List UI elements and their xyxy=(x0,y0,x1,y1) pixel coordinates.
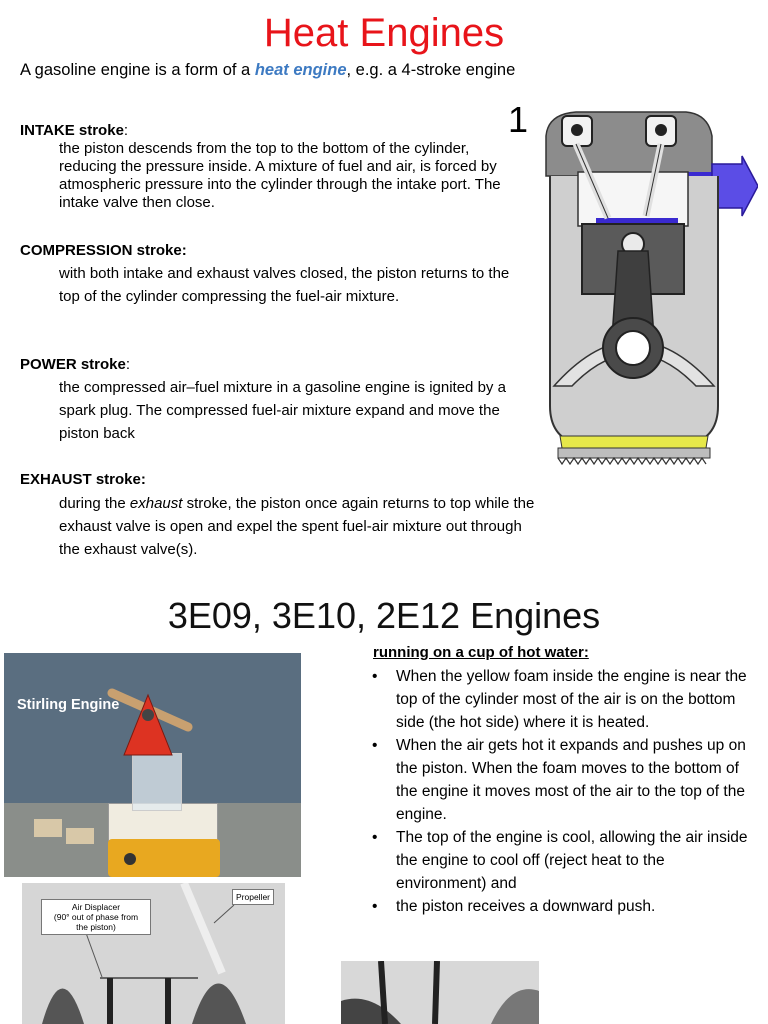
compression-stroke-name: COMPRESSION stroke: xyxy=(20,242,187,259)
bullet-glyph: • xyxy=(372,829,378,846)
exhaust-stroke-body xyxy=(59,492,539,561)
power-stroke-name: POWER stroke xyxy=(20,356,126,373)
power-stroke-body: the compressed air–fuel mixture in a gasoline engine is ignited by a spark plug. The compressed fuel-air mixture expand and move the piston back xyxy=(59,379,506,442)
intake-stroke-heading xyxy=(20,121,128,141)
power-stroke-colon: : xyxy=(125,356,131,373)
closeup-post-2 xyxy=(435,961,437,1024)
section-title: 3E09, 3E10, 2E12 Engines xyxy=(167,595,601,636)
power-cord-plug xyxy=(34,819,62,837)
bullet-text: When the air gets hot it expands and pushes up on the piston. When the foam moves to the bottom of the engine it moves most of the air to the top of the engine. xyxy=(396,737,746,823)
page-title: Heat Engines xyxy=(263,11,505,55)
air-displacer-line1: Air Displacer xyxy=(71,902,121,912)
air-displacer-line2: (90° out of phase from xyxy=(53,912,139,922)
intake-stroke-body: the piston descends from the top to the bottom of the cylinder, reducing the pressure inside. A mixture of fuel and air, is forced by atmospheric pressure into the cylinder through the intake port. The intake valve then close. xyxy=(59,140,501,211)
bullet-glyph: • xyxy=(372,898,378,915)
closeup-post-1 xyxy=(381,961,385,1024)
bullet-item xyxy=(372,826,752,895)
intake-stroke-colon: : xyxy=(123,122,129,139)
exhaust-stroke-name: EXHAUST stroke: xyxy=(20,471,146,488)
running-heading: running on a cup of hot water: xyxy=(373,644,589,661)
bullet-item xyxy=(372,895,752,918)
exhaust-stroke-heading xyxy=(20,470,146,490)
intake-stroke-name: INTAKE stroke xyxy=(20,122,124,139)
oil-pan xyxy=(558,448,710,458)
intro-text-before: A gasoline engine is a form of a xyxy=(20,61,255,79)
engine-detail-photo xyxy=(22,883,285,1024)
cam-left-center xyxy=(571,124,583,136)
power-stroke-heading xyxy=(20,355,130,375)
pan-fins xyxy=(558,458,706,464)
bullet-text: When the yellow foam inside the engine is near the top of the cylinder most of the air is on the bottom side (the hot side) where it is heated. xyxy=(396,668,747,731)
intro-highlight: heat engine xyxy=(254,61,347,79)
intro-text-after: , e.g. a 4-stroke engine xyxy=(346,61,516,79)
engine-model-shape xyxy=(100,681,196,761)
stirling-engine-label: Stirling Engine xyxy=(17,697,120,713)
intro-paragraph xyxy=(20,60,540,80)
exhaust-body-before: during the xyxy=(59,495,130,512)
cam-right-center xyxy=(655,124,667,136)
power-cord-plug-2 xyxy=(66,828,94,844)
stirling-engine-photo xyxy=(4,653,301,877)
engine-closeup-photo xyxy=(341,961,539,1024)
water-beaker xyxy=(132,753,182,811)
compression-stroke-heading xyxy=(20,241,187,261)
bullet-glyph: • xyxy=(372,737,378,754)
propeller-callout: Propeller xyxy=(232,889,274,905)
air-displacer-callout xyxy=(41,899,151,935)
bullet-text: The top of the engine is cool, allowing the air inside the engine to cool off (reject heat to the environment) and xyxy=(396,829,748,892)
crank-center xyxy=(616,331,650,365)
propeller-hub xyxy=(142,709,154,721)
bullet-item xyxy=(372,665,752,734)
diagram-number: 1 xyxy=(508,99,529,140)
stirling-bullet-list xyxy=(372,665,752,918)
engine-diagram xyxy=(536,106,758,478)
oil-sump xyxy=(560,436,708,448)
bullet-glyph: • xyxy=(372,668,378,685)
closeup-shapes xyxy=(341,961,539,1024)
bullet-text: the piston receives a downward push. xyxy=(396,898,656,915)
compression-stroke-body: with both intake and exhaust valves closed, the piston returns to the top of the cylinder compressing the fuel-air mixture. xyxy=(59,265,510,305)
air-displacer-line3: the piston) xyxy=(76,922,116,932)
exhaust-body-after: stroke, the piston once again returns to top while the exhaust valve is open and expel the spent fuel-air mixture out through the exhaust valve(s). xyxy=(59,495,535,558)
exhaust-body-emphasis: exhaust xyxy=(129,495,183,512)
hotplate-knob-icon xyxy=(124,853,136,865)
bullet-item xyxy=(372,734,752,826)
